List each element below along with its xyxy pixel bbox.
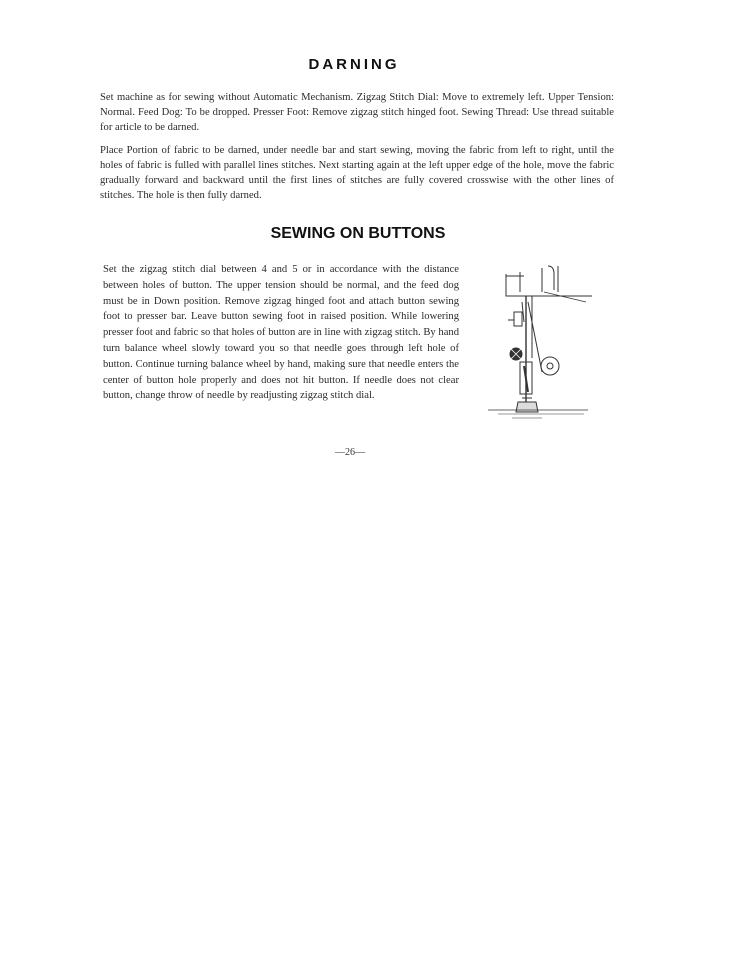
page-number: —26— [335, 447, 365, 458]
darning-heading: DARNING [308, 56, 400, 73]
button-sewing-foot-illustration [484, 262, 596, 424]
darning-procedure-paragraph: Place Portion of fabric to be darned, under needle bar and start sewing, moving the fabric from left to right, until the holes of fabric is fulled with parallel lines stitches. Next starting again at the left upper edge of the hole, move the fabric gradually forward and backward until the first lines of stitches are fully covered crosswise with the other lines of stitches. The hole is then fully darned. [100, 145, 614, 201]
sewing-on-buttons-heading: SEWING ON BUTTONS [270, 225, 446, 242]
sewing-on-buttons-paragraph: Set the zigzag stitch dial between 4 and 5 or in accordance with the distance between holes of button. The upper tension should be normal, and the feed dog must be in Down position. Remove zigzag hinged foot and attach button sewing foot to presser bar. Leave button sewing foot in raised position. While lowering presser foot and fabric so that holes of button are in line with zigzag stitch. By hand turn balance wheel slowly toward you so that needle goes through left hole of button. Continue turning balance wheel by hand, making sure that needle enters the center of button hole properly and does not hit button. If needle does not clear button, change throw of needle by readjusting zigzag stitch dial. [103, 264, 459, 402]
darning-settings-paragraph: Set machine as for sewing without Automatic Mechanism. Zigzag Stitch Dial: Move to extremely left. Upper Tension: Normal. Feed Dog: To be dropped. Presser Foot: Remove zigzag stitch hinged foot. Sewing Thread: Use thread suitable for article to be darned. [100, 92, 614, 133]
